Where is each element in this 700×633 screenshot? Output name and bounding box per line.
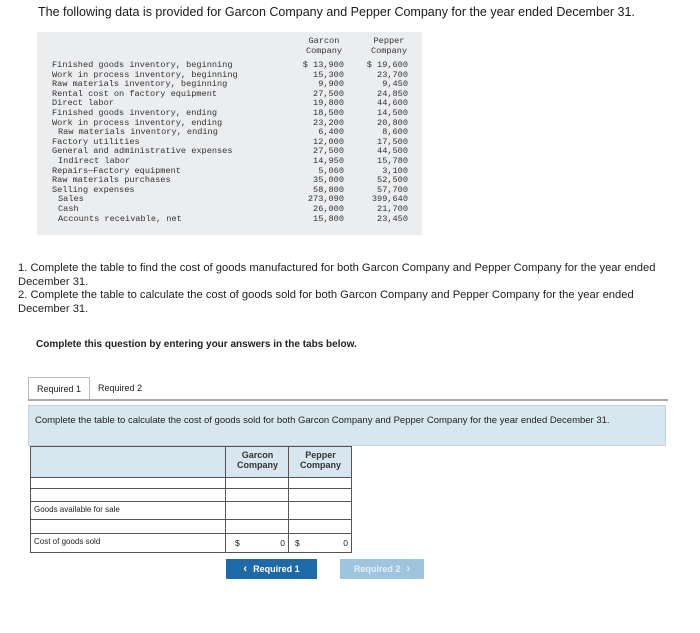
data-row-pepper: 3,100 (382, 165, 408, 176)
pepper-header (364, 37, 414, 56)
col-header-garcon: Garcon Company (236, 450, 278, 470)
pepper-cogs-dollar: $ (295, 538, 300, 548)
garcon-header-line2: Company (305, 45, 343, 56)
data-row-pepper: 399,640 (371, 194, 408, 205)
task-instruction: Complete the table to calculate the cost of goods sold for both Garcon Company and Pepper Company for the year ended December 31. (28, 405, 666, 446)
chevron-right-icon: › (406, 563, 411, 575)
data-row-label: Indirect labor (58, 156, 131, 166)
row-label-input-2[interactable] (30, 488, 226, 502)
data-row-label: General and administrative expenses (52, 146, 233, 157)
data-row-garcon: 273,090 (307, 194, 344, 205)
data-row-label: Cash (58, 204, 79, 214)
data-row-pepper: 8,600 (382, 127, 408, 138)
tab-required-2[interactable]: Required 2 (90, 377, 150, 399)
garcon-header (299, 37, 349, 56)
chevron-left-icon: ‹ (243, 563, 248, 575)
data-row-garcon: 35,000 (313, 175, 344, 186)
goods-available-label: Goods available for sale (34, 505, 120, 514)
data-row-garcon: 5,060 (318, 165, 344, 176)
data-row-label: Repairs—Factory equipment (52, 165, 181, 176)
data-row-label: Accounts receivable, net (58, 213, 182, 224)
data-row-garcon: 6,400 (318, 127, 344, 138)
question-1: 1. Complete the table to find the cost of goods manufactured for both Garcon Company and Pepper Company for the year ended December 31. (18, 262, 656, 288)
data-row-pepper: 57,700 (377, 184, 408, 195)
data-row-label: Selling expenses (52, 184, 135, 195)
data-row-pepper: 23,450 (377, 213, 408, 224)
garcon-cogs-value: 0 (280, 538, 285, 548)
cogs-label: Cost of goods sold (34, 537, 101, 546)
next-button-label: Required 2 (353, 564, 401, 574)
tab-bar (28, 377, 150, 399)
tab-required-1[interactable]: Required 1 (28, 377, 90, 399)
question-2: 2. Complete the table to calculate the cost of goods sold for both Garcon Company and Pepper Company for the year ended December 31. (18, 289, 634, 315)
data-table (52, 37, 412, 232)
data-row-label: Direct labor (52, 98, 114, 109)
data-row-pepper: 44,600 (377, 98, 408, 109)
row-label-input-4[interactable] (30, 519, 226, 534)
data-row-pepper: 20,800 (377, 117, 408, 128)
col-header-pepper: Pepper Company (299, 450, 341, 470)
data-row-pepper: $ 19,600 (366, 60, 408, 70)
garcon-input-2[interactable] (225, 488, 289, 502)
data-row-label: Finished goods inventory, ending (52, 108, 218, 118)
data-row-pepper: 21,700 (377, 204, 408, 214)
data-row-label: Rental cost on factory equipment (52, 88, 218, 99)
garcon-input-4[interactable] (225, 519, 289, 534)
data-row-pepper: 52,500 (377, 175, 408, 186)
data-row-garcon: 9,900 (318, 79, 344, 90)
data-row-label: Finished goods inventory, beginning (52, 60, 233, 70)
question-block (18, 262, 688, 316)
garcon-cogs-dollar: $ (235, 538, 240, 548)
data-row-garcon: 14,950 (313, 156, 344, 166)
next-required-button[interactable] (340, 559, 424, 579)
data-row-garcon: 58,800 (313, 184, 344, 195)
garcon-header-line1: Garcon (308, 36, 340, 46)
tab-divider (28, 399, 668, 401)
data-row-garcon: 27,500 (313, 88, 344, 99)
data-row-garcon: 19,800 (313, 98, 344, 109)
pepper-cogs-value: 0 (343, 538, 348, 548)
pepper-header-line2: Company (370, 45, 408, 56)
data-row-label: Sales (58, 194, 84, 205)
data-row-garcon: 23,200 (313, 117, 344, 128)
header-blank-cell (30, 446, 226, 478)
data-row-garcon: 27,500 (313, 146, 344, 157)
answer-table (30, 446, 352, 553)
prev-required-button[interactable] (226, 559, 317, 579)
pepper-goods-available[interactable] (288, 501, 352, 520)
data-row-label: Work in process inventory, beginning (52, 69, 238, 80)
data-row-garcon: 15,800 (313, 213, 344, 224)
data-row-label: Work in process inventory, ending (52, 117, 223, 128)
data-row-garcon: 26,000 (313, 204, 344, 214)
data-row-garcon: 15,300 (313, 69, 344, 80)
data-panel (37, 32, 422, 235)
data-row-label: Raw materials purchases (52, 175, 171, 186)
data-row-pepper: 14,500 (377, 108, 408, 118)
intro-text: The following data is provided for Garcon Company and Pepper Company for the year ended December 31. (38, 5, 635, 19)
data-row-garcon: 18,500 (313, 108, 344, 118)
prev-button-label: Required 1 (253, 564, 300, 574)
data-row-label: Raw materials inventory, ending (58, 127, 218, 138)
garcon-goods-available[interactable] (225, 501, 289, 520)
pepper-header-line1: Pepper (373, 36, 405, 46)
data-row-pepper: 23,700 (377, 69, 408, 80)
data-row-pepper: 9,450 (382, 79, 408, 90)
instruction-text: Complete this question by entering your answers in the tabs below. (36, 339, 357, 350)
data-row-pepper: 24,850 (377, 88, 408, 99)
data-row-pepper: 15,780 (377, 156, 408, 166)
data-row-label: Raw materials inventory, beginning (52, 79, 228, 90)
data-row-label: Factory utilities (52, 136, 140, 147)
pepper-input-2[interactable] (288, 488, 352, 502)
data-row-garcon: $ 13,900 (302, 60, 344, 70)
data-row-pepper: 44,500 (377, 146, 408, 157)
pepper-input-4[interactable] (288, 519, 352, 534)
data-row-garcon: 12,000 (313, 136, 344, 147)
data-row-pepper: 17,500 (377, 136, 408, 147)
